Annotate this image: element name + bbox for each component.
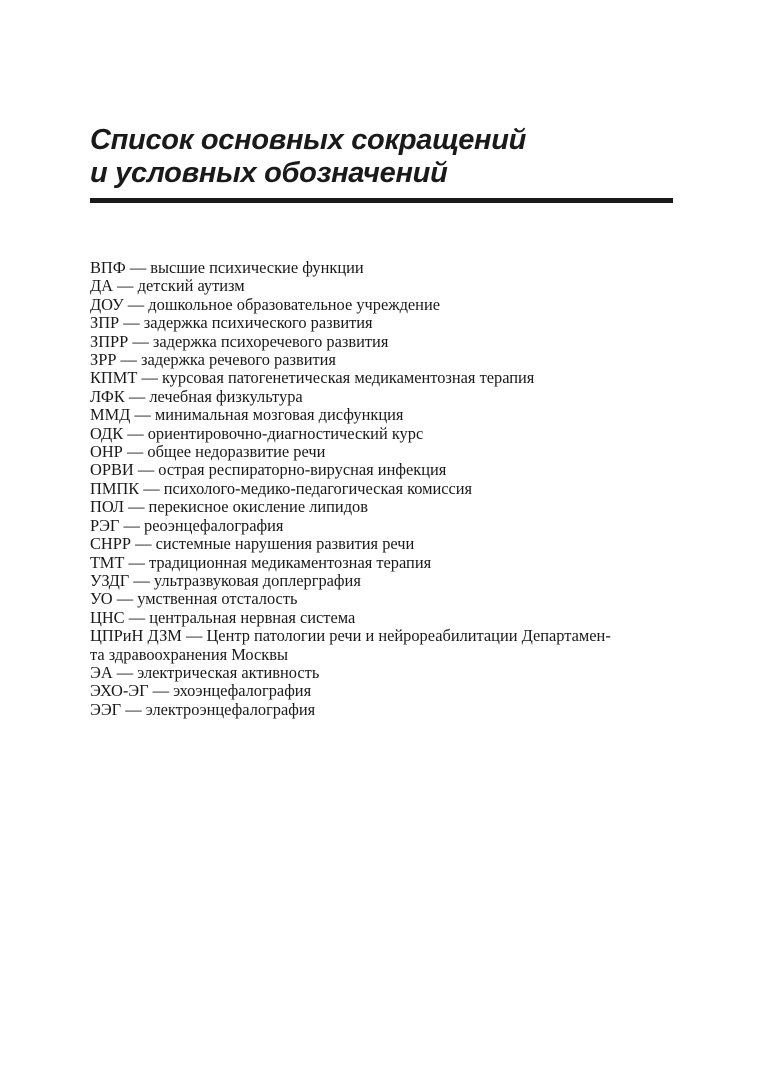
abbreviation-entry [90,572,680,590]
abbreviation-list [90,259,680,719]
abbreviation-entry [90,351,680,369]
abbreviation-entry-text: УО — умственная отсталость [90,589,298,609]
page-title-line-1: Список основных сокращений [90,124,527,156]
abbreviation-entry-text: ЗПР — задержка психического развития [90,313,373,333]
abbreviation-entry-text: ЗРР — задержка речевого развития [90,350,336,370]
abbreviation-entry-text: ОНР — общее недоразвитие речи [90,442,326,462]
abbreviation-entry-text: ПОЛ — перекисное окисление липидов [90,497,368,517]
abbreviation-entry [90,259,680,277]
abbreviation-entry-text: ПМПК — психолого-медико-педагогическая комиссия [90,478,473,498]
abbreviation-entry-text: РЭГ — реоэнцефалография [90,515,284,535]
abbreviation-entry [90,296,680,314]
abbreviation-entry-text: ОДК — ориентировочно-диагностический курс [90,423,424,443]
abbreviation-entry [90,333,680,351]
abbreviation-entry-text: ЛФК — лечебная физкультура [90,386,303,406]
abbreviation-entry [90,388,680,406]
abbreviation-entry [90,369,680,387]
abbreviation-entry-text: ММД — минимальная мозговая дисфункция [90,405,404,425]
abbreviation-entry [90,277,680,295]
abbreviation-entry [90,554,680,572]
abbreviation-entry-text: ЦНС — центральная нервная система [90,607,356,627]
abbreviation-entry-text: ЦПРиН ДЗМ — Центр патологии речи и нейрореабилитации Департамен- [90,626,611,646]
abbreviation-entry [90,443,680,461]
abbreviation-entry [90,480,680,498]
abbreviation-entry-text: ОРВИ — острая респираторно-вирусная инфекция [90,460,447,480]
abbreviation-entry [90,498,680,516]
abbreviation-entry-text: ЭЭГ — электроэнцефалография [90,699,316,719]
abbreviation-entry [90,461,680,479]
abbreviation-entry-text: ВПФ — высшие психические функции [90,258,364,277]
abbreviation-entry [90,590,680,608]
abbreviation-entry-text: СНРР — системные нарушения развития речи [90,534,415,554]
abbreviation-entry-continuation: та здравоохранения Москвы [90,644,288,664]
abbreviation-entry-text: УЗДГ — ультразвуковая доплерграфия [90,570,361,590]
abbreviation-entry [90,535,680,553]
abbreviation-entry [90,406,680,424]
abbreviation-entry [90,627,680,664]
abbreviation-entry [90,701,680,719]
abbreviation-entry-text: ДОУ — дошкольное образовательное учреждение [90,294,440,314]
abbreviation-entry [90,314,680,332]
abbreviation-entry [90,609,680,627]
abbreviation-entry-text: КПМТ — курсовая патогенетическая медикаментозная терапия [90,368,535,388]
abbreviation-entry [90,517,680,535]
abbreviation-entry [90,682,680,700]
abbreviation-entry [90,425,680,443]
page-title [90,124,680,190]
abbreviation-entry-text: ДА — детский аутизм [90,276,245,296]
abbreviation-entry-text: ЭХО-ЭГ — эхоэнцефалография [90,681,312,701]
abbreviation-entry-text: ЗПРР — задержка психоречевого развития [90,331,389,351]
abbreviation-entry-text: ЭА — электрическая активность [90,662,320,682]
abbreviation-entry-text: ТМТ — традиционная медикаментозная терапия [90,552,432,572]
page-title-line-2: и условных обозначений [90,157,448,189]
title-underline-rule [90,198,673,203]
abbreviation-entry [90,664,680,682]
